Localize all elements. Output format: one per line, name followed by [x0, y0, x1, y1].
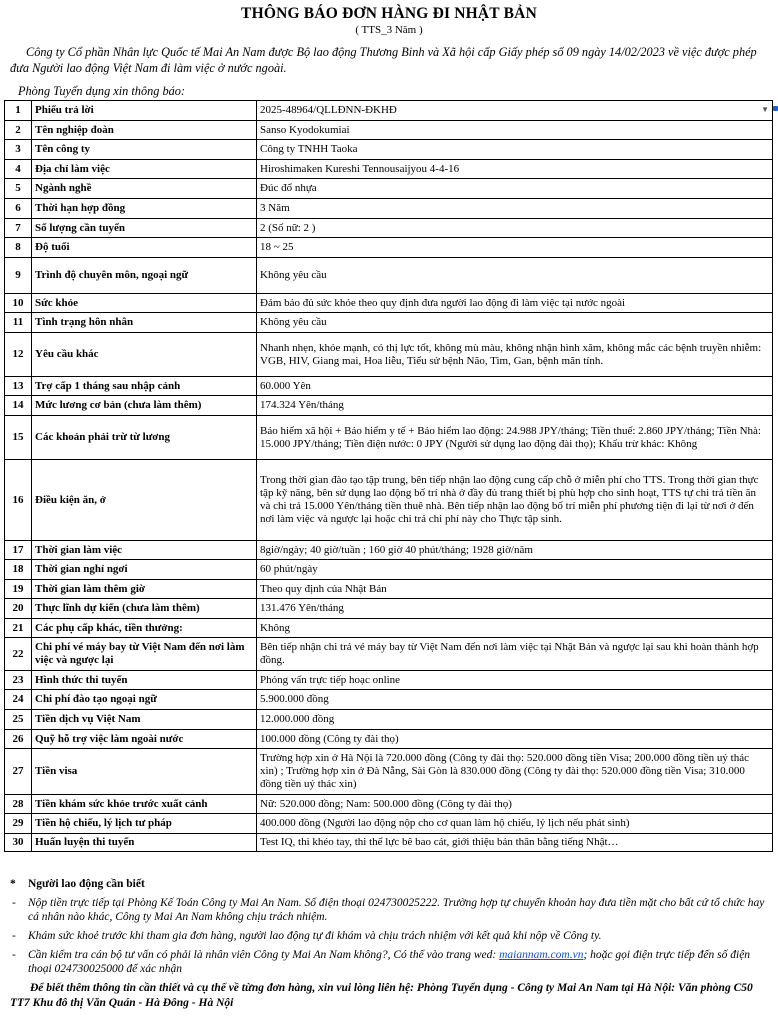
table-row: [5, 580, 773, 599]
row-label: Sức khỏe: [32, 294, 257, 313]
cell-resize-handle[interactable]: [773, 106, 778, 111]
row-label: Hình thức thi tuyển: [32, 671, 257, 690]
row-label: Ngành nghề: [32, 179, 257, 199]
table-row: [5, 834, 773, 852]
table-row: [5, 560, 773, 580]
row-label: Chi phí vé máy bay từ Việt Nam đến nơi làm việc và ngược lại: [32, 638, 257, 671]
table-row: [5, 710, 773, 730]
row-label: Các phụ cấp khác, tiền thưởng:: [32, 619, 257, 638]
row-number: 21: [5, 619, 32, 638]
department-line: Phòng Tuyển dụng xin thông báo:: [18, 84, 186, 98]
order-table-body: [5, 101, 773, 852]
row-number: 10: [5, 294, 32, 313]
response-number-dropdown[interactable]: [257, 101, 773, 121]
row-value: Không yêu cầu: [257, 313, 773, 333]
row-value: Trong thời gian đào tạo tập trung, bên tiếp nhận lao động cung cấp chỗ ở miễn phí cho TTS. Trong thời gian thực tập kỹ năng, bên sử dụng lao động bố trí nhà ở đầy đủ trang thiết bị phù hợp cho sinh hoạt, TTS tự chi trả tiền ăn và chi trả 15.000 Yên/tháng tiền thuê nhà. Bên tiếp nhận lao động bố trí miễn phí phương tiện đi lại từ nơi ở đến nơi làm việc và ngược lại hoặc chi trả chi phí này cho Thực tập sinh.: [257, 460, 773, 541]
row-number: 13: [5, 377, 32, 396]
notes-section: [10, 878, 770, 1011]
row-number: 4: [5, 160, 32, 179]
row-label: Tiền dịch vụ Việt Nam: [32, 710, 257, 730]
row-label: Địa chỉ làm việc: [32, 160, 257, 179]
row-label: Độ tuổi: [32, 238, 257, 258]
row-value: Nhanh nhẹn, khỏe mạnh, có thị lực tốt, không mù màu, không nhận hình xăm, không mắc các bệnh truyền nhiễm: VGB, HIV, Giang mai, Hoa liễu, Tiểu sử bệnh Não, Tim, Gan, bệnh mãn tính.: [257, 333, 773, 377]
row-value: Bên tiếp nhận chi trả vé máy bay từ Việt Nam đến nơi làm việc tại Nhật Bản và ngược lại sau khi hoàn thành hợp đồng.: [257, 638, 773, 671]
notes-heading-text: Người lao động cần biết: [28, 878, 145, 890]
row-value: 8giờ/ngày; 40 giờ/tuần ; 160 giờ 40 phút/tháng; 1928 giờ/năm: [257, 541, 773, 560]
row-value: 60 phút/ngày: [257, 560, 773, 580]
row-label: Thực lĩnh dự kiến (chưa làm thêm): [32, 599, 257, 619]
table-row: [5, 671, 773, 690]
row-label: Tiền khám sức khỏe trước xuất cảnh: [32, 795, 257, 814]
asterisk: *: [10, 878, 16, 890]
row-number: 19: [5, 580, 32, 599]
row-number: 20: [5, 599, 32, 619]
chevron-down-icon[interactable]: ▼: [761, 105, 769, 114]
row-number: 1: [5, 101, 32, 121]
row-value: 60.000 Yên: [257, 377, 773, 396]
row-value: 12.000.000 đồng: [257, 710, 773, 730]
row-number: 23: [5, 671, 32, 690]
notes-heading: [10, 878, 770, 890]
website-link[interactable]: maiannam.com.vn: [499, 949, 584, 961]
table-row: [5, 460, 773, 541]
row-number: 9: [5, 258, 32, 294]
table-row: [5, 814, 773, 834]
note-dash: -: [12, 949, 16, 961]
table-row: [5, 333, 773, 377]
table-row: [5, 795, 773, 814]
row-number: 11: [5, 313, 32, 333]
row-value: 131.476 Yên/tháng: [257, 599, 773, 619]
row-value: 400.000 đồng (Người lao động nộp cho cơ quan làm hộ chiếu, lý lịch nếu phát sinh): [257, 814, 773, 834]
table-row: [5, 619, 773, 638]
row-label: Các khoản phải trừ từ lương: [32, 416, 257, 460]
note-dash: -: [12, 930, 16, 942]
table-row: [5, 396, 773, 416]
table-row: [5, 140, 773, 160]
row-label: Số lượng cần tuyển: [32, 219, 257, 238]
row-value: Hiroshimaken Kureshi Tennousaijyou 4-4-16: [257, 160, 773, 179]
row-number: 2: [5, 121, 32, 140]
row-value: Trường hợp xin ở Hà Nội là 720.000 đồng (Công ty đài thọ: 520.000 đồng tiền Visa; 200.000 đồng tiền uỷ thác xin) ; Trường hợp xin ở Đà Nẵng, Sài Gòn là 830.000 đồng (Công ty đài thọ: 520.000 đồng tiền Visa; 310.000 đồng tiền uỷ thác xin): [257, 749, 773, 795]
table-row: [5, 377, 773, 396]
row-number: 16: [5, 460, 32, 541]
row-label: Tiền hộ chiếu, lý lịch tư pháp: [32, 814, 257, 834]
row-label: Thời hạn hợp đồng: [32, 199, 257, 219]
table-row: [5, 599, 773, 619]
row-number: 30: [5, 834, 32, 852]
note-text-payment: Nộp tiền trực tiếp tại Phòng Kế Toán Công ty Mai An Nam. Số điện thoại 024730025222. Trường hợp tự chuyển khoản hay đưa tiền mặt cho bất cứ tổ chức hay cá nhân nào khác, Công ty Mai An Nam không chịu trách nhiệm.: [28, 897, 765, 923]
row-label: Mức lương cơ bản (chưa làm thêm): [32, 396, 257, 416]
row-value: Nữ: 520.000 đồng; Nam: 500.000 đồng (Công ty đài thọ): [257, 795, 773, 814]
table-row: [5, 313, 773, 333]
row-label: Tiền visa: [32, 749, 257, 795]
table-row: [5, 258, 773, 294]
row-label: Thời gian làm việc: [32, 541, 257, 560]
document-title: THÔNG BÁO ĐƠN HÀNG ĐI NHẬT BẢN: [241, 5, 537, 22]
row-label: Yêu cầu khác: [32, 333, 257, 377]
row-number: 5: [5, 179, 32, 199]
table-row: [5, 160, 773, 179]
row-value: 5.900.000 đồng: [257, 690, 773, 710]
row-label: Tên nghiệp đoàn: [32, 121, 257, 140]
row-number: 17: [5, 541, 32, 560]
note-item: [10, 896, 770, 924]
row-number: 3: [5, 140, 32, 160]
table-row: [5, 541, 773, 560]
row-label: Tên công ty: [32, 140, 257, 160]
row-number: 24: [5, 690, 32, 710]
row-value: Không yêu cầu: [257, 258, 773, 294]
intro-paragraph: Công ty Cổ phần Nhân lực Quốc tế Mai An Nam được Bộ lao động Thương Binh và Xã hội cấp Giấy phép số 09 ngày 14/02/2023 về việc được phép đưa Người lao động Việt Nam đi làm việc ở nước ngoài.: [10, 45, 757, 75]
row-number: 14: [5, 396, 32, 416]
table-row: [5, 416, 773, 460]
row-number: 27: [5, 749, 32, 795]
table-row: [5, 749, 773, 795]
note-item: [10, 948, 770, 976]
row-number: 29: [5, 814, 32, 834]
row-label: Trợ cấp 1 tháng sau nhập cảnh: [32, 377, 257, 396]
order-table: [4, 100, 773, 852]
row-value: Sanso Kyodokumiai: [257, 121, 773, 140]
row-value: Phỏng vấn trực tiếp hoạc online: [257, 671, 773, 690]
row-number: 12: [5, 333, 32, 377]
row-number: 18: [5, 560, 32, 580]
note-dash: -: [12, 897, 16, 909]
row-label: Quỹ hỗ trợ việc làm ngoài nước: [32, 730, 257, 749]
table-row: [5, 638, 773, 671]
note-item: [10, 929, 770, 943]
row-label: Tình trạng hôn nhân: [32, 313, 257, 333]
row-value: Công ty TNHH Taoka: [257, 140, 773, 160]
row-value: 3 Năm: [257, 199, 773, 219]
contact-info: Để biết thêm thông tin cần thiết và cụ thể về từng đơn hàng, xin vui lòng liên hệ: Phòng Tuyển dụng - Công ty Mai An Nam tại Hà Nội: Văn phòng C50 TT7 Khu đô thị Văn Quán - Hà Đông - Hà Nội: [10, 982, 753, 1009]
response-number-value: 2025-48964/QLLĐNN-ĐKHĐ: [260, 104, 397, 116]
row-label: Thời gian nghỉ ngơi: [32, 560, 257, 580]
row-number: 8: [5, 238, 32, 258]
table-row: [5, 219, 773, 238]
table-row: [5, 179, 773, 199]
row-label: Chi phí đào tạo ngoại ngữ: [32, 690, 257, 710]
note-text-health-check: Khám sức khoẻ trước khi tham gia đơn hàng, người lao động tự đi khám và chịu trách nhiệm với kết quả khi nộp về Công ty.: [28, 930, 602, 942]
row-value: Test IQ, thi khéo tay, thi thể lực bê bao cát, giới thiệu bản thân bằng tiếng Nhật…: [257, 834, 773, 852]
row-label: Điều kiện ăn, ở: [32, 460, 257, 541]
table-row: [5, 121, 773, 140]
table-row: [5, 730, 773, 749]
row-value: 2 (Số nữ: 2 ): [257, 219, 773, 238]
row-value: Đúc đổ nhựa: [257, 179, 773, 199]
row-value: Đảm bảo đủ sức khỏe theo quy định đưa người lao động đi làm việc tại nước ngoài: [257, 294, 773, 313]
row-label: Thời gian làm thêm giờ: [32, 580, 257, 599]
row-number: 22: [5, 638, 32, 671]
row-value: 100.000 đồng (Công ty đài thọ): [257, 730, 773, 749]
note-text-verify-end: ; hoặc gọi điện trực tiếp đến số điện thoại 024730025000 để xác nhận: [28, 949, 751, 975]
document-subtitle: ( TTS_3 Năm ): [355, 24, 423, 36]
note-text-verify: Cần kiểm tra cán bộ tư vấn có phải là nhân viên Công ty Mai An Nam không?, Có thể vào trang wed:: [28, 949, 500, 961]
row-label: Phiếu trả lời: [32, 101, 257, 121]
row-number: 25: [5, 710, 32, 730]
row-value: Theo quy định của Nhật Bản: [257, 580, 773, 599]
row-number: 28: [5, 795, 32, 814]
table-row: [5, 238, 773, 258]
row-value: Bảo hiểm xã hội + Bảo hiểm y tế + Bảo hiểm lao động: 24.988 JPY/tháng; Tiền thuế: 2.860 JPY/tháng; Tiền Nhà: 15.000 JPY/tháng; Tiền điện nước: 0 JPY (Người sử dụng lao động đài thọ); Khấu trừ khác: Không: [257, 416, 773, 460]
table-row: [5, 294, 773, 313]
row-value: Không: [257, 619, 773, 638]
row-label: Huấn luyện thi tuyển: [32, 834, 257, 852]
row-value: 174.324 Yên/tháng: [257, 396, 773, 416]
row-value: 18 ~ 25: [257, 238, 773, 258]
row-label: Trình độ chuyên môn, ngoại ngữ: [32, 258, 257, 294]
table-row: [5, 199, 773, 219]
table-row: [5, 690, 773, 710]
row-number: 6: [5, 199, 32, 219]
table-row: [5, 101, 773, 121]
row-number: 7: [5, 219, 32, 238]
row-number: 15: [5, 416, 32, 460]
row-number: 26: [5, 730, 32, 749]
